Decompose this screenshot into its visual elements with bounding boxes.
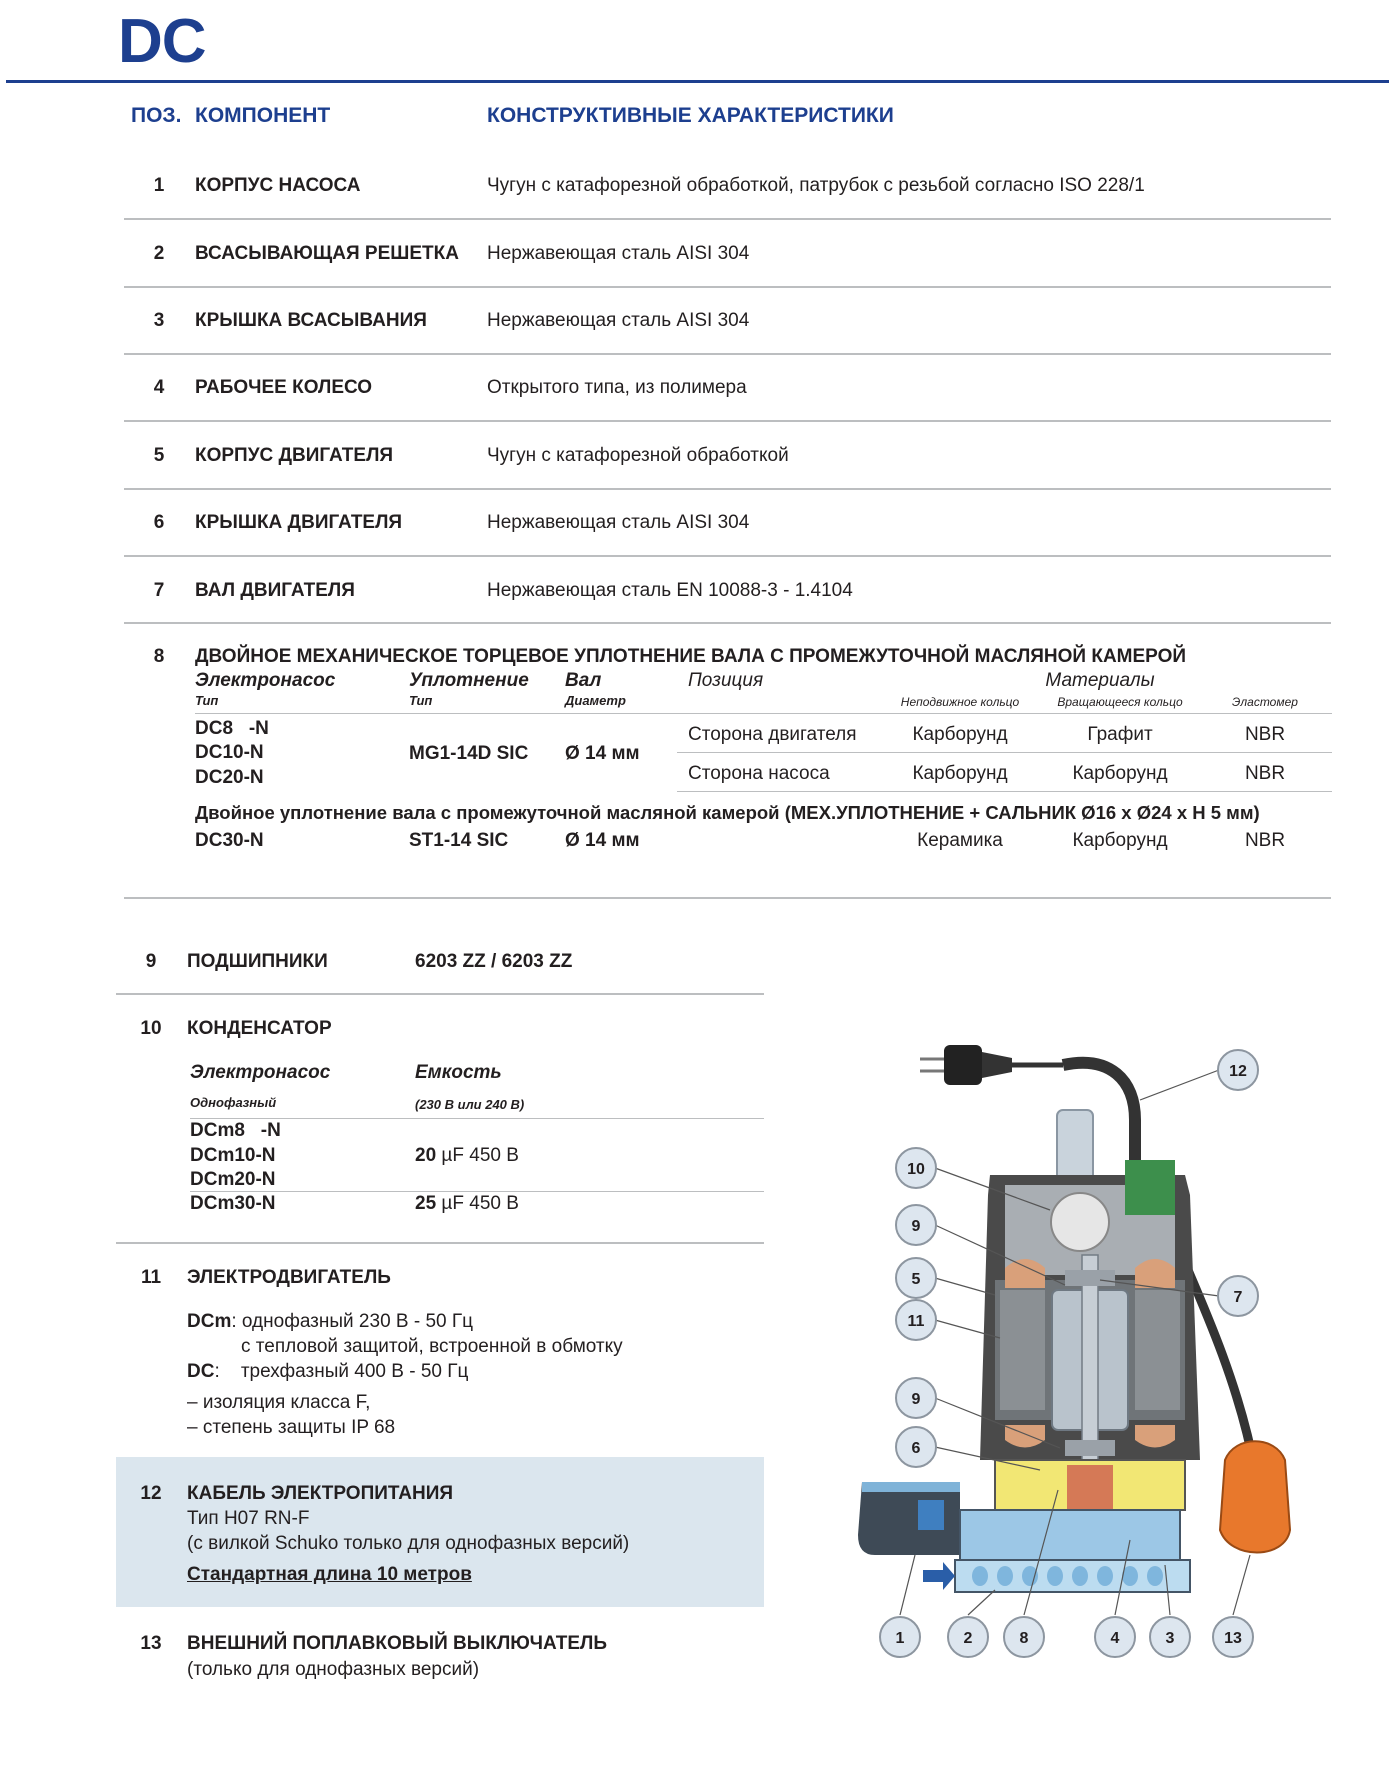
row-desc: Открытого типа, из полимера — [487, 377, 747, 398]
seal-position: Сторона двигателя — [688, 724, 857, 745]
seal-type: MG1-14D SIC — [409, 743, 529, 764]
seal-header-divider — [195, 713, 1332, 714]
row-name: КРЫШКА ВСАСЫВАНИЯ — [195, 310, 427, 331]
cable-note: (с вилкой Schuko только для однофазных версий) — [187, 1533, 630, 1554]
callout-1 — [880, 1617, 920, 1657]
seal-col-pump-sub: Тип — [195, 693, 219, 708]
row-desc: Чугун с катафорезной обработкой, патрубок с резьбой согласно ISO 228/1 — [487, 175, 1145, 196]
capacitor-value-num: 20 — [415, 1145, 437, 1166]
row-desc: Чугун с катафорезной обработкой — [487, 445, 789, 466]
callout-2 — [948, 1617, 988, 1657]
capacitor-col-cap: Емкость — [415, 1062, 502, 1083]
svg-text:10: 10 — [907, 1161, 925, 1178]
pump-body-icon — [960, 1510, 1180, 1560]
seal-col-fixed: Неподвижное кольцо — [900, 695, 1020, 709]
seal-double-title: Двойное уплотнение вала с промежуточной масляной камерой (МЕХ.УПЛОТНЕНИЕ + САЛЬНИК Ø16 x Ø24 x H 5 мм) — [195, 802, 1260, 823]
svg-text:13: 13 — [1224, 1630, 1242, 1647]
capacitor-row-divider — [190, 1191, 764, 1192]
col-header-component: КОМПОНЕНТ — [195, 104, 331, 127]
callout-8 — [1004, 1617, 1044, 1657]
row-desc: Нержавеющая сталь AISI 304 — [487, 243, 750, 264]
seal-rotating: Графит — [1087, 724, 1153, 745]
svg-text:8: 8 — [1019, 1630, 1029, 1647]
row-name: КОРПУС ДВИГАТЕЛЯ — [195, 445, 394, 466]
callout-9b — [896, 1378, 936, 1418]
seal-title: ДВОЙНОЕ МЕХАНИЧЕСКОЕ ТОРЦЕВОЕ УПЛОТНЕНИЕ ВАЛА С ПРОМЕЖУТОЧНОЙ МАСЛЯНОЙ КАМЕРОЙ — [195, 646, 1187, 667]
capacitor-model: DCm20-N — [190, 1169, 276, 1190]
svg-text:3: 3 — [1165, 1630, 1175, 1647]
motor-dcm-label: DCm — [187, 1311, 232, 1332]
capacitor-col-cap-sub: (230 В или 240 В) — [415, 1097, 525, 1112]
svg-text:2: 2 — [963, 1630, 973, 1647]
callout-11 — [896, 1300, 936, 1340]
capacitor-icon — [1051, 1193, 1109, 1251]
cable-length: Стандартная длина 10 метров — [187, 1564, 472, 1585]
callout-12 — [1218, 1050, 1258, 1090]
bearings-name: ПОДШИПНИКИ — [187, 951, 328, 972]
row-num: 6 — [153, 512, 165, 533]
row-divider — [116, 1242, 764, 1244]
row-divider — [124, 897, 1331, 899]
seal-elastomer: NBR — [1244, 763, 1286, 784]
seal-dc30-fixed: Керамика — [917, 830, 1003, 851]
capacitor-name: КОНДЕНСАТОР — [187, 1018, 332, 1039]
capacitor-value-num: 25 — [415, 1193, 437, 1214]
discharge-icon — [858, 1482, 960, 1555]
row-num: 13 — [140, 1633, 162, 1654]
float-switch-icon — [1220, 1441, 1290, 1552]
row-num: 1 — [153, 175, 165, 196]
cable-type: Тип H07 RN-F — [187, 1508, 310, 1529]
capacitor-header-divider — [190, 1118, 764, 1119]
seal-elastomer: NBR — [1244, 724, 1286, 745]
callout-9a — [896, 1205, 936, 1245]
svg-text:4: 4 — [1110, 1630, 1120, 1647]
row-divider — [124, 353, 1331, 355]
svg-text:9: 9 — [911, 1218, 921, 1235]
row-num: 11 — [140, 1267, 162, 1288]
seal-col-shaft: Вал — [565, 670, 602, 691]
motor-dc-line — [187, 1361, 468, 1383]
motor-dcm-text2: с тепловой защитой, встроенной в обмотку — [241, 1336, 623, 1357]
callout-13 — [1213, 1617, 1253, 1657]
motor-dcm-line — [187, 1311, 473, 1333]
row-name: ВСАСЫВАЮЩАЯ РЕШЕТКА — [195, 243, 459, 264]
float-note: (только для однофазных версий) — [187, 1659, 480, 1680]
row-num: 7 — [153, 580, 165, 601]
brand-title: DC — [118, 7, 206, 76]
callout-5 — [896, 1258, 936, 1298]
bearing-bottom-icon — [1065, 1440, 1115, 1456]
row-num: 12 — [140, 1483, 162, 1504]
row-desc: Нержавеющая сталь AISI 304 — [487, 512, 750, 533]
seal-col-position: Позиция — [688, 670, 764, 691]
capacitor-value — [415, 1193, 519, 1215]
cable-name: КАБЕЛЬ ЭЛЕКТРОПИТАНИЯ — [187, 1483, 454, 1504]
seal-row-divider — [677, 752, 1332, 753]
flow-in-arrow-icon — [923, 1562, 955, 1590]
capacitor-value-unit: µF 450 В — [436, 1145, 519, 1166]
row-divider — [124, 488, 1331, 490]
mechanical-seal-icon — [1067, 1465, 1113, 1510]
row-name: РАБОЧЕЕ КОЛЕСО — [195, 377, 373, 398]
seal-col-seal-sub: Тип — [409, 693, 433, 708]
seal-col-pump: Электронасос — [195, 670, 336, 691]
seal-col-materials: Материалы — [1045, 670, 1155, 691]
bearings-value: 6203 ZZ / 6203 ZZ — [415, 951, 573, 972]
capacitor-col-pump: Электронасос — [190, 1062, 331, 1083]
svg-text:7: 7 — [1233, 1289, 1243, 1306]
row-desc: Нержавеющая сталь AISI 304 — [487, 310, 750, 331]
row-num: 2 — [153, 243, 165, 264]
svg-text:11: 11 — [907, 1313, 925, 1330]
callout-6 — [896, 1427, 936, 1467]
svg-text:12: 12 — [1229, 1063, 1247, 1080]
seal-dc30-rotating: Карборунд — [1072, 830, 1168, 851]
row-divider — [124, 555, 1331, 557]
seal-col-rotating: Вращающееся кольцо — [1057, 695, 1183, 709]
callout-7 — [1218, 1276, 1258, 1316]
cable-gland-icon — [1125, 1160, 1175, 1215]
seal-rotating: Карборунд — [1072, 763, 1168, 784]
svg-text:9: 9 — [911, 1391, 921, 1408]
bearing-top-icon — [1065, 1270, 1115, 1286]
row-desc: Нержавеющая сталь EN 10088-3 - 1.4104 — [487, 580, 853, 601]
capacitor-model: DCm8 -N — [190, 1120, 281, 1141]
stator-left — [1000, 1290, 1045, 1410]
row-divider — [124, 420, 1331, 422]
col-header-pos: ПОЗ. — [131, 104, 182, 127]
row-num: 4 — [153, 377, 165, 398]
seal-col-seal: Уплотнение — [409, 670, 529, 691]
seal-col-shaft-sub: Диаметр — [565, 693, 626, 708]
row-divider — [124, 286, 1331, 288]
seal-row-divider — [677, 791, 1332, 792]
svg-text:5: 5 — [911, 1271, 921, 1288]
capacitor-col-pump-sub: Однофазный — [190, 1095, 277, 1110]
row-divider — [124, 218, 1331, 220]
row-divider — [116, 993, 764, 995]
svg-text:6: 6 — [911, 1440, 921, 1457]
flow-up-icon — [918, 1500, 944, 1530]
svg-text:1: 1 — [895, 1630, 905, 1647]
capacitor-model: DCm10-N — [190, 1145, 276, 1166]
seal-position: Сторона насоса — [688, 763, 830, 784]
seal-fixed: Карборунд — [912, 724, 1008, 745]
row-num: 5 — [153, 445, 165, 466]
stator-right — [1135, 1290, 1180, 1410]
pump-illustration — [840, 1030, 1310, 1670]
motor-dcm-text: : однофазный 230 В - 50 Гц — [231, 1311, 474, 1332]
motor-name: ЭЛЕКТРОДВИГАТЕЛЬ — [187, 1267, 391, 1288]
callout-10 — [896, 1148, 936, 1188]
callout-4 — [1095, 1617, 1135, 1657]
row-num: 10 — [140, 1018, 162, 1039]
capacitor-value-unit: µF 450 В — [436, 1193, 519, 1214]
row-name: КРЫШКА ДВИГАТЕЛЯ — [195, 512, 403, 533]
discharge-top — [862, 1482, 960, 1492]
seal-fixed: Карборунд — [912, 763, 1008, 784]
seal-model: DC10-N — [195, 742, 264, 763]
float-name: ВНЕШНИЙ ПОПЛАВКОВЫЙ ВЫКЛЮЧАТЕЛЬ — [187, 1633, 608, 1654]
seal-col-elastomer: Эластомер — [1232, 695, 1298, 709]
seal-dc30-shaft: Ø 14 мм — [565, 830, 640, 851]
seal-model: DC8 -N — [195, 718, 269, 739]
callout-3 — [1150, 1617, 1190, 1657]
col-header-characteristics: КОНСТРУКТИВНЫЕ ХАРАКТЕРИСТИКИ — [487, 104, 894, 127]
seal-dc30-elastomer: NBR — [1244, 830, 1286, 851]
row-name: ВАЛ ДВИГАТЕЛЯ — [195, 580, 355, 601]
seal-shaft: Ø 14 мм — [565, 743, 640, 764]
motor-bullet: – изоляция класса F, — [187, 1392, 371, 1413]
row-name: КОРПУС НАСОСА — [195, 175, 361, 196]
capacitor-model: DCm30-N — [190, 1193, 276, 1214]
motor-dc-text: : трехфазный 400 В - 50 Гц — [214, 1361, 469, 1382]
row-num: 3 — [153, 310, 165, 331]
seal-dc30-model: DC30-N — [195, 830, 264, 851]
capacitor-value — [415, 1145, 519, 1167]
row-num: 9 — [145, 951, 157, 972]
motor-dc-label: DC — [187, 1361, 215, 1382]
seal-model: DC20-N — [195, 767, 264, 788]
header-rule — [6, 80, 1389, 83]
motor-bullet: – степень защиты IP 68 — [187, 1417, 396, 1438]
row-divider — [124, 622, 1331, 624]
row-num: 8 — [153, 646, 165, 667]
plug-icon — [920, 1045, 1063, 1085]
seal-dc30-seal: ST1-14 SIC — [409, 830, 509, 851]
